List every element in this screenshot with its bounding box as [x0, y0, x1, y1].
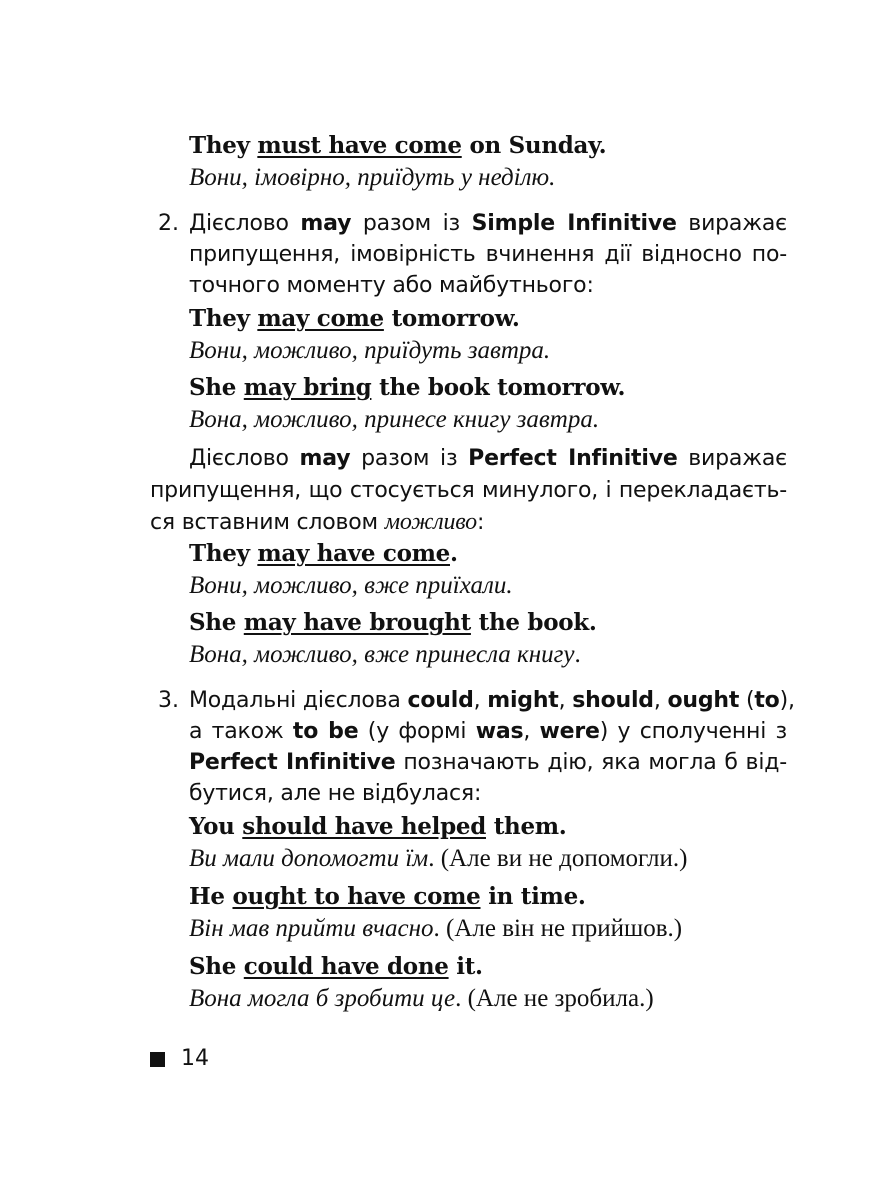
rule-text: Perfect Infinitive позначають дію, яка могла б від-: [189, 750, 787, 775]
example-sentence: They may come tomorrow.: [189, 305, 520, 332]
page-marker-square: [150, 1052, 165, 1067]
example-text: on Sunday.: [461, 132, 607, 159]
rule-text: бутися, але не відбулася:: [189, 781, 482, 806]
example-verb: ought to have come: [232, 883, 481, 910]
translation: Вони, можливо, вже приїхали.: [189, 572, 513, 599]
translation: Ви мали допомогти їм. (Але ви не допомогли.): [189, 845, 688, 872]
paragraph-text: ся вставним словом можливо:: [150, 509, 485, 535]
translation: Вона могла б зробити це. (Але не зробила.): [189, 985, 654, 1012]
example-verb: may come: [257, 305, 384, 332]
list-number: 3.: [158, 688, 179, 713]
example-verb: should have helped: [242, 813, 486, 840]
example-text: They: [189, 132, 258, 159]
translation: Вони, імовірно, приїдуть у неділю.: [189, 164, 556, 191]
translation: Вона, можливо, вже принесла книгу.: [189, 641, 581, 668]
paragraph-text: припущення, що стосується минулого, і перекладаєть-: [150, 478, 787, 503]
example-sentence: She may bring the book tomorrow.: [189, 374, 626, 401]
example-sentence: She could have done it.: [189, 953, 483, 980]
paragraph-text: Дієслово may разом із Perfect Infinitive виражає: [189, 446, 787, 471]
list-number: 2.: [158, 211, 179, 236]
rule-text: точного моменту або майбутнього:: [189, 273, 594, 298]
example-verb: may have come: [257, 540, 450, 567]
page-number: 14: [181, 1046, 209, 1071]
example-sentence: You should have helped them.: [189, 813, 567, 840]
translation: Він мав прийти вчасно. (Але він не прийшов.): [189, 915, 683, 942]
rule-text: Модальні дієслова could, might, should, ought (to),: [189, 688, 795, 713]
example-verb: may have brought: [243, 609, 471, 636]
rule-text: припущення, імовірність вчинення дії відносно по-: [189, 242, 787, 267]
example-sentence: [189, 131, 606, 161]
example-verb: may bring: [243, 374, 372, 401]
example-verb: must have come: [257, 132, 462, 159]
rule-text: Дієслово may разом із Simple Infinitive виражає: [189, 211, 787, 236]
translation: Вона, можливо, принесе книгу завтра.: [189, 406, 600, 433]
rule-text: а також to be (у формі was, were) у сполученні з: [189, 719, 788, 744]
translation: Вони, можливо, приїдуть завтра.: [189, 337, 551, 364]
example-sentence: They may have come.: [189, 540, 458, 567]
example-verb: could have done: [243, 953, 449, 980]
example-sentence: He ought to have come in time.: [189, 883, 586, 910]
example-sentence: She may have brought the book.: [189, 609, 597, 636]
